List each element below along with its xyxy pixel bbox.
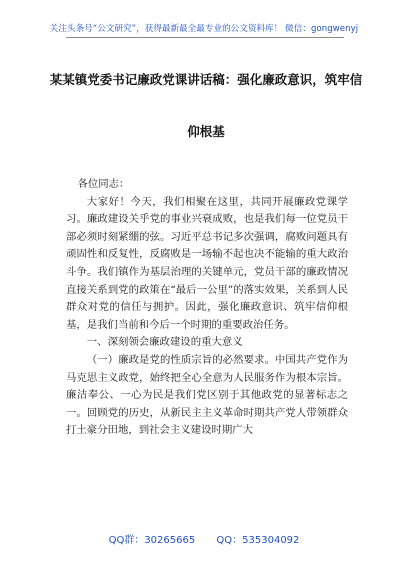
footer-contact	[0, 531, 408, 546]
document-title-line-2: 仰根基	[187, 124, 225, 139]
subsection-paragraph: （一）廉政是党的性质宗旨的必然要求。中国共产党作为马克思主义政党，始终把全心全意为人民服务作为根本宗旨。廉洁奉公、一心为民是我们党区别于其他政党的显著标志之一。回顾党的历史，从新民主主义革命时期共产党人带领群众打土豪分田地，到社会主义建设时期广大	[66, 353, 348, 437]
section-heading: 一、深刻领会廉政建设的重大意义	[86, 336, 243, 349]
header-divider	[66, 37, 344, 38]
salutation: 各位同志：	[77, 178, 130, 190]
header-promo-note: 关注头条号“公文研究”，获得最新最全最专业的公文资料库！ 微信：gongwenyj	[49, 24, 359, 34]
footer-qq-number: QQ：535304092	[216, 535, 300, 546]
document-body	[66, 176, 348, 440]
document-title-line-1: 某某镇党委书记廉政党课讲话稿：强化廉政意识，筑牢信	[49, 72, 363, 87]
footer-qq-group: QQ群：30265665	[108, 535, 196, 546]
intro-paragraph: 大家好！今天，我们相聚在这里，共同开展廉政党课学习。廉政建设关乎党的事业兴衰成败，也是我们每一位党员干部必须时刻紧绷的弦。习近平总书记多次强调，腐败问题具有顽固性和反复性，反腐败是一场输不起也决不能输的重大政治斗争。我们镇作为基层治理的关键单元，党员干部的廉政情况直接关系到党的政策在“最后一公里”的落实效果，关系到人民群众对党的信任与拥护。因此，强化廉政意识、筑牢信仰根基，是我们当前和今后一个时期的重要政治任务。	[66, 195, 348, 331]
